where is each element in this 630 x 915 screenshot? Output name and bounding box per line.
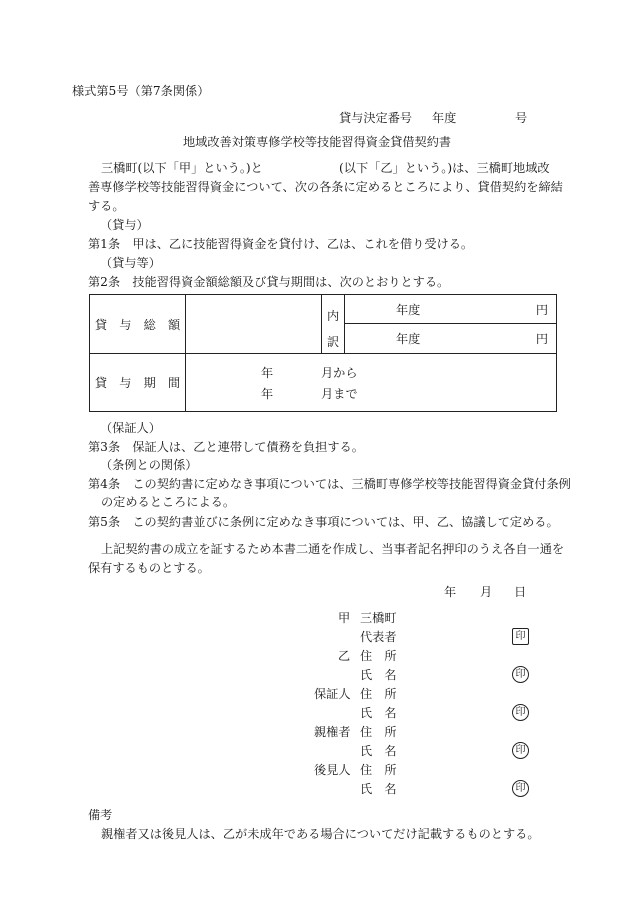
heading-article-2: （貸与等） — [100, 256, 161, 270]
decision-number-label: 貸与決定番号 — [339, 111, 413, 125]
article-3: 第3条 保証人は、乙と連帯して債務を負担する。 — [88, 440, 364, 454]
party-guarantor-name: 氏 名 — [360, 706, 397, 720]
breakdown-row-2: 年度 円 — [345, 324, 557, 354]
breakdown-label: 内 訳 — [322, 295, 345, 354]
heading-article-3: （保証人） — [100, 421, 161, 435]
article-4-line-1: 第4条 この契約書に定めなき事項については、三橋町専修学校等技能習得資金貸付条例 — [88, 477, 571, 491]
party-kou-representative: 代表者 — [360, 630, 397, 644]
intro-line-1a: 三橋町(以下「甲」という。)と — [101, 161, 263, 175]
party-guarantor-label: 保証人 — [314, 687, 351, 701]
total-amount-label: 貸 与 総 額 — [90, 295, 186, 354]
seal-square-kou: 印 — [512, 628, 529, 645]
seal-circle-parent: 印 — [512, 742, 529, 759]
article-2: 第2条 技能習得資金額総額及び貸与期間は、次のとおりとする。 — [88, 275, 450, 289]
closing-line-1: 上記契約書の成立を証するため本書二通を作成し、当事者記名押印のうえ各自一通を — [101, 542, 565, 556]
seal-circle-guarantor: 印 — [512, 704, 529, 721]
total-amount-value — [186, 295, 322, 354]
loan-period-value: 年 月から 年 月まで — [186, 354, 557, 412]
party-guardian-address: 住 所 — [360, 763, 397, 777]
date-year: 年 — [444, 585, 457, 599]
heading-article-1: （貸与） — [100, 218, 149, 232]
date-month: 月 — [480, 585, 493, 599]
remarks-text: 親権者又は後見人は、乙が未成年である場合についてだけ記載するものとする。 — [101, 827, 540, 841]
intro-line-3: する。 — [88, 199, 125, 213]
party-otsu-address: 住 所 — [360, 649, 397, 663]
closing-line-2: 保有するものとする。 — [88, 561, 210, 575]
seal-circle-otsu: 印 — [512, 666, 529, 683]
party-parent-label: 親権者 — [314, 725, 351, 739]
party-parent-address: 住 所 — [360, 725, 397, 739]
party-otsu-name: 氏 名 — [360, 668, 397, 682]
seal-circle-guardian: 印 — [512, 780, 529, 797]
heading-article-4: （条例との関係） — [100, 458, 198, 472]
remarks-heading: 備考 — [88, 808, 113, 822]
party-guarantor-address: 住 所 — [360, 687, 397, 701]
party-kou-town: 三橋町 — [360, 611, 397, 625]
loan-table — [89, 294, 557, 412]
article-5: 第5条 この契約書並びに条例に定めなき事項については、甲、乙、協議して定める。 — [88, 515, 559, 529]
decision-number-year: 年度 — [432, 111, 457, 125]
decision-number-no: 号 — [515, 111, 528, 125]
intro-line-2: 善専修学校等技能習得資金について、次の各条に定めるところにより、貸借契約を締結 — [88, 180, 563, 194]
article-4-line-2: の定めるところによる。 — [101, 495, 236, 509]
form-number: 様式第5号（第7条関係） — [72, 84, 210, 98]
party-guardian-label: 後見人 — [314, 763, 351, 777]
party-otsu-label: 乙 — [338, 649, 351, 663]
article-1: 第1条 甲は、乙に技能習得資金を貸付け、乙は、これを借り受ける。 — [88, 237, 474, 251]
date-day: 日 — [514, 585, 527, 599]
intro-line-1b: (以下「乙」という。)は、三橋町地域改 — [339, 161, 550, 175]
loan-period-label: 貸 与 期 間 — [90, 354, 186, 412]
party-guardian-name: 氏 名 — [360, 782, 397, 796]
party-kou-label: 甲 — [338, 611, 351, 625]
breakdown-row-1: 年度 円 — [345, 295, 557, 324]
party-parent-name: 氏 名 — [360, 744, 397, 758]
document-title: 地域改善対策専修学校等技能習得資金貸借契約書 — [183, 135, 452, 149]
